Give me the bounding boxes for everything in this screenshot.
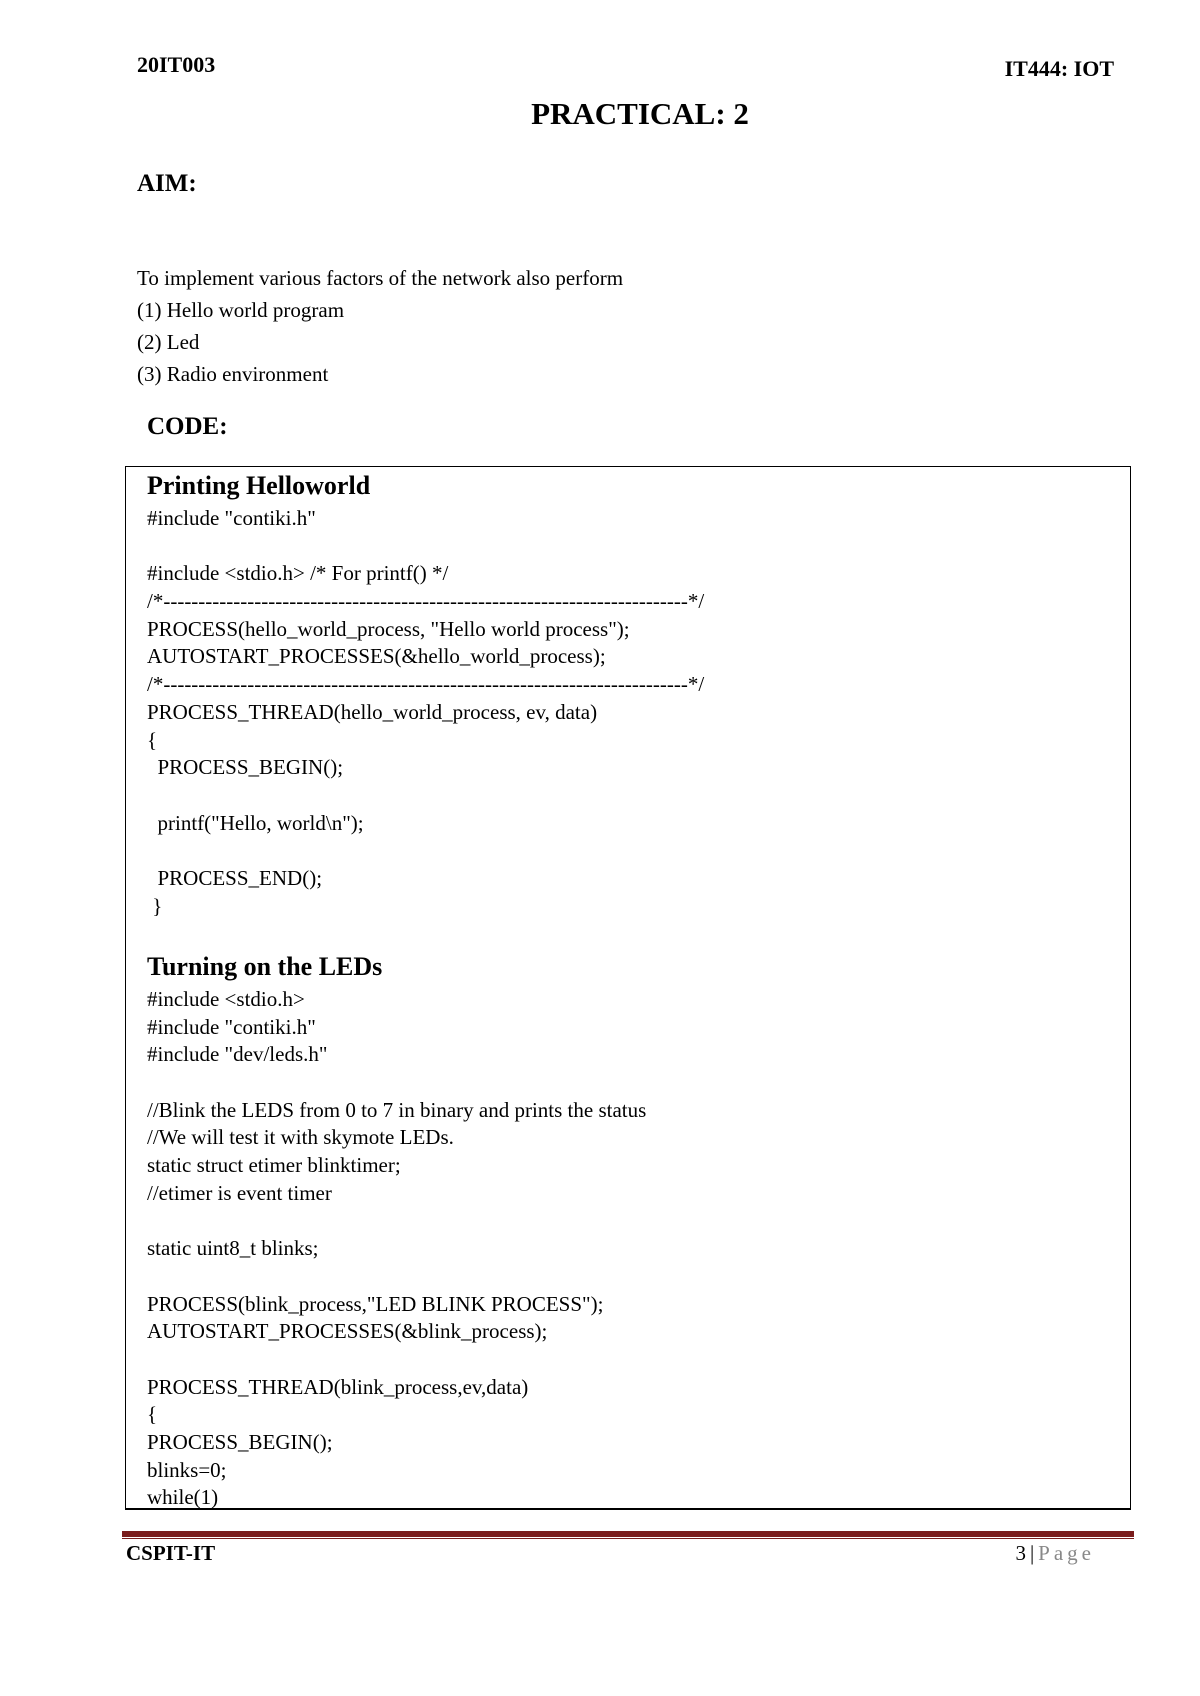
code-line: static struct etimer blinktimer; <box>147 1153 401 1178</box>
code-line <box>147 1208 1120 1236</box>
aim-line: (2) Led <box>137 330 200 354</box>
footer-institute: CSPIT-IT <box>126 1541 216 1565</box>
aim-text <box>137 262 623 390</box>
code-line: printf("Hello, world\n"); <box>147 810 364 835</box>
code-line: PROCESS(hello_world_process, "Hello world process"); <box>147 616 630 641</box>
code-line: } <box>147 893 163 918</box>
code-line: #include <stdio.h> /* For printf() */ <box>147 561 449 586</box>
code-line: PROCESS_THREAD(hello_world_process, ev, data) <box>147 699 598 724</box>
footer-page <box>1015 1541 1095 1566</box>
code-section-title: Printing Helloworld <box>147 471 371 500</box>
code-line: blinks=0; <box>147 1457 227 1482</box>
code-line: //Blink the LEDS from 0 to 7 in binary and prints the status <box>147 1097 647 1122</box>
code-line <box>147 782 1120 810</box>
page-number: 3 <box>1015 1541 1026 1565</box>
code-line: #include "dev/leds.h" <box>147 1042 328 1067</box>
page-separator: | <box>1029 1541 1035 1565</box>
code-line <box>147 837 1120 865</box>
footer-rule <box>122 1531 1134 1537</box>
code-line: #include "contiki.h" <box>147 506 316 530</box>
code-heading: CODE: <box>147 413 228 440</box>
code-section-title: Turning on the LEDs <box>147 952 383 981</box>
code-line: PROCESS_BEGIN(); <box>147 755 344 780</box>
code-line <box>147 1069 1120 1097</box>
aim-line: To implement various factors of the network also perform <box>137 266 624 290</box>
code-line <box>147 533 1120 561</box>
code-line: PROCESS_BEGIN(); <box>147 1430 333 1454</box>
code-line: PROCESS_END(); <box>147 865 323 890</box>
code-line: //etimer is event timer <box>147 1180 332 1205</box>
aim-line: (1) Hello world program <box>137 298 345 322</box>
code-line: { <box>147 727 158 752</box>
code-line: { <box>147 1402 158 1427</box>
code-line: //We will test it with skymote LEDs. <box>147 1125 454 1150</box>
code-line: AUTOSTART_PROCESSES(&blink_process); <box>147 1319 548 1344</box>
code-line: static uint8_t blinks; <box>147 1236 319 1261</box>
code-line: while(1) <box>147 1485 219 1510</box>
code-line <box>147 1263 1120 1291</box>
code-line <box>147 1346 1120 1374</box>
aim-line: (3) Radio environment <box>137 362 329 386</box>
header-roll-number: 20IT003 <box>137 52 216 77</box>
header-course-code: IT444: IOT <box>1004 56 1114 81</box>
code-line: /*---------------------------------------------------------------------------*/ <box>147 672 705 697</box>
page-title: PRACTICAL: 2 <box>531 96 749 131</box>
code-line <box>147 920 1120 948</box>
code-box <box>125 466 1131 1510</box>
code-line: AUTOSTART_PROCESSES(&hello_world_process); <box>147 644 606 669</box>
footer-rule-thin <box>122 1538 1134 1539</box>
code-line: #include <stdio.h> <box>147 987 305 1011</box>
code-line: PROCESS(blink_process,"LED BLINK PROCESS"); <box>147 1291 604 1316</box>
code-line: #include "contiki.h" <box>147 1014 316 1039</box>
aim-heading: AIM: <box>137 170 197 197</box>
code-line: PROCESS_THREAD(blink_process,ev,data) <box>147 1374 529 1399</box>
code-line: /*---------------------------------------------------------------------------*/ <box>147 589 705 614</box>
code-content <box>147 467 1120 1512</box>
page-label: Page <box>1038 1541 1095 1565</box>
